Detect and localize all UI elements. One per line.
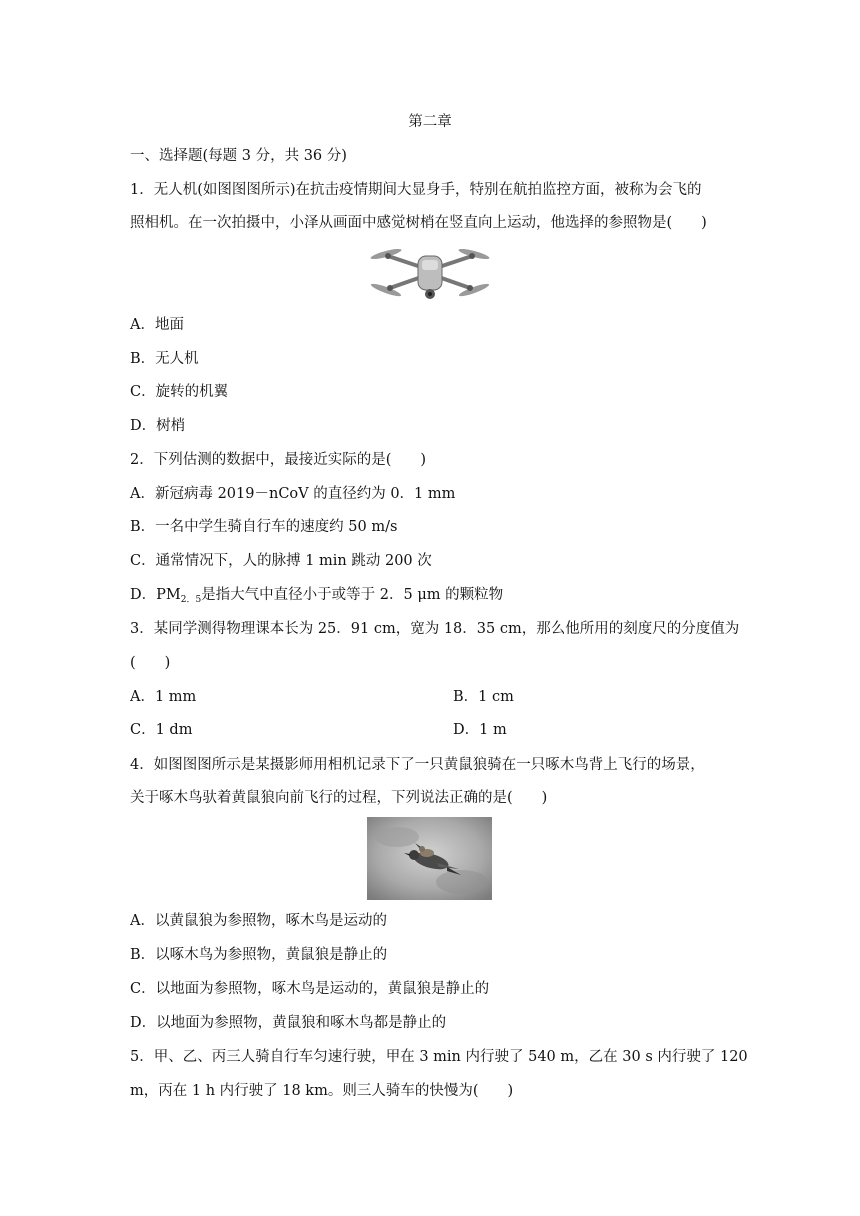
- question-2-option-a: A．新冠病毒 2019－nCoV 的直径约为 0．1 mm: [130, 486, 456, 502]
- option-d-suffix: 是指大气中直径小于或等于 2．5 μm 的颗粒物: [201, 587, 504, 603]
- question-3-option-a: A．1 mm: [130, 689, 197, 705]
- question-5-stem-line-2: m，丙在 1 h 内行驶了 18 km。则三人骑车的快慢为( ): [130, 1083, 514, 1099]
- question-2-option-d: [130, 585, 503, 610]
- option-d-prefix: D．PM: [130, 587, 181, 603]
- page-title: 第二章: [408, 114, 452, 130]
- question-5-stem-line-1: 5．甲、乙、丙三人骑自行车匀速行驶，甲在 3 min 内行驶了 540 m，乙在 30 s 内行驶了 120: [130, 1049, 748, 1065]
- question-4-option-a: A．以黄鼠狼为参照物，啄木鸟是运动的: [130, 913, 387, 929]
- question-4-stem-line-1: 4．如图图图所示是某摄影师用相机记录下了一只黄鼠狼骑在一只啄木鸟背上飞行的场景，: [130, 757, 705, 773]
- question-2-stem: 2．下列估测的数据中，最接近实际的是( ): [130, 452, 427, 468]
- woodpecker-weasel-photo: [367, 817, 492, 900]
- question-3-stem-line-2: ( ): [130, 655, 171, 671]
- question-1-stem-line-1: 1．无人机(如图图图所示)在抗击疫情期间大显身手，特别在航拍监控方面，被称为会飞的: [130, 182, 702, 198]
- question-3-option-d: D．1 m: [453, 722, 507, 738]
- question-3-stem-line-1: 3．某同学测得物理课本长为 25．91 cm，宽为 18．35 cm，那么他所用的刻度尺的分度值为: [130, 621, 740, 637]
- question-4-stem-line-2: 关于啄木鸟驮着黄鼠狼向前飞行的过程，下列说法正确的是( ): [130, 790, 548, 806]
- question-2-option-c: C．通常情况下，人的脉搏 1 min 跳动 200 次: [130, 553, 432, 569]
- question-1-option-a: A．地面: [130, 317, 184, 333]
- question-4-option-b: B．以啄木鸟为参照物，黄鼠狼是静止的: [130, 947, 388, 963]
- question-4-option-c: C．以地面为参照物，啄木鸟是运动的，黄鼠狼是静止的: [130, 981, 490, 997]
- question-1-option-c: C．旋转的机翼: [130, 384, 229, 400]
- drone-photo: [368, 242, 492, 304]
- option-d-subscript: 2．5: [180, 595, 202, 605]
- question-3-option-c: C．1 dm: [130, 722, 193, 738]
- question-1-stem-line-2: 照相机。在一次拍摄中，小泽从画面中感觉树梢在竖直向上运动，他选择的参照物是( ): [130, 215, 707, 231]
- question-1-option-d: D．树梢: [130, 418, 186, 434]
- question-2-option-b: B．一名中学生骑自行车的速度约 50 m/s: [130, 519, 398, 535]
- section-heading: 一、选择题(每题 3 分，共 36 分): [130, 148, 347, 164]
- question-1-option-b: B．无人机: [130, 351, 199, 367]
- question-4-option-d: D．以地面为参照物，黄鼠狼和啄木鸟都是静止的: [130, 1015, 447, 1031]
- question-3-option-b: B．1 cm: [453, 689, 514, 705]
